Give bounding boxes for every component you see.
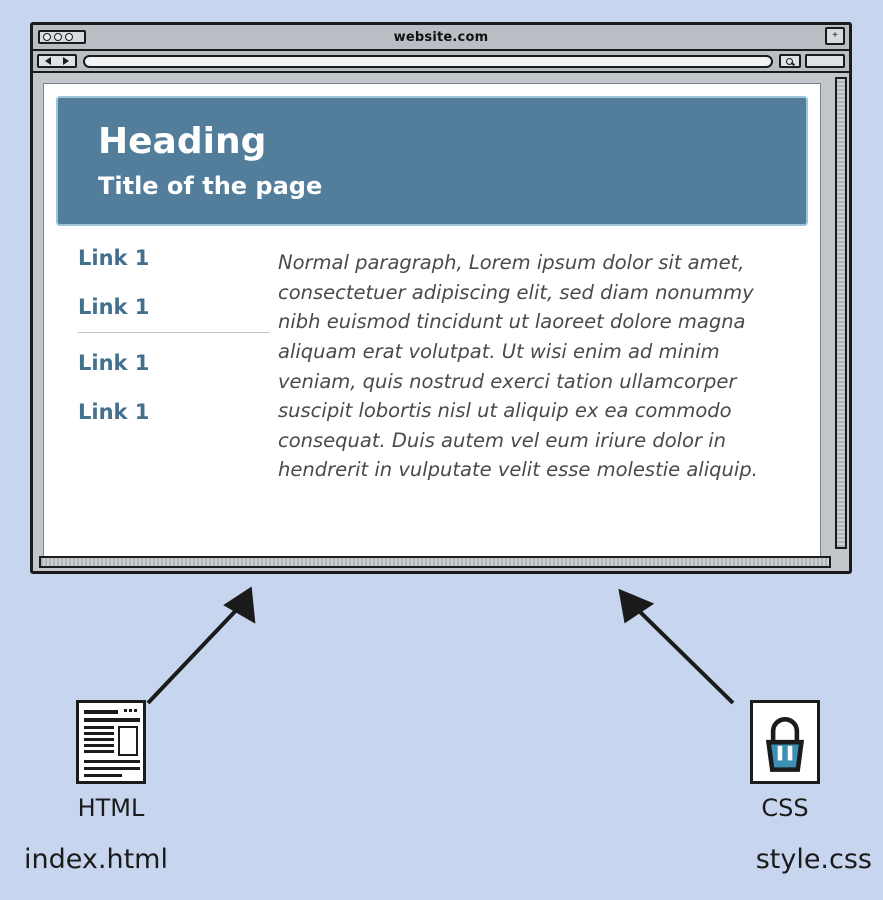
search-icon[interactable]	[779, 54, 801, 68]
css-icon-label: CSS	[761, 794, 809, 822]
vertical-scrollbar[interactable]	[835, 77, 847, 549]
toolbar-extra-button[interactable]	[805, 54, 845, 68]
css-filename: style.css	[755, 844, 872, 875]
arrow-css-to-page	[621, 592, 733, 703]
back-arrow-icon[interactable]	[45, 57, 51, 65]
page-main-columns	[56, 226, 808, 485]
window-title: website.com	[393, 29, 489, 45]
nav-divider	[78, 332, 270, 333]
browser-toolbar	[33, 51, 849, 73]
nav-buttons[interactable]	[37, 54, 77, 68]
nav-link-4[interactable]: Link 1	[78, 400, 150, 424]
html-filename: index.html	[24, 844, 168, 875]
forward-arrow-icon[interactable]	[63, 57, 69, 65]
page-subheading: Title of the page	[98, 172, 323, 200]
html-icon-label: HTML	[77, 794, 145, 822]
nav-link-1[interactable]: Link 1	[78, 246, 150, 270]
arrow-html-to-page	[148, 590, 253, 703]
html-document-icon	[76, 700, 146, 784]
page-nav-column	[56, 248, 278, 485]
resize-icon[interactable]: +	[825, 27, 845, 45]
css-paint-bucket-icon	[750, 700, 820, 784]
page-header-banner	[56, 96, 808, 226]
rendered-webpage	[43, 83, 821, 561]
page-paragraph: Normal paragraph, Lorem ipsum dolor sit amet, consectetuer adipiscing elit, sed diam nonummy nibh euismod tincidunt ut laoreet dolore magna aliquam erat volutpat. Ut wisi enim ad minim veniam, quis nostrud exerci tation ullamcorper suscipit lobortis nisl ut aliquip ex ea commodo consequat. Duis autem vel eum iriure dolor in hendrerit in vulputate velit esse molestie aliquip.	[278, 251, 758, 482]
address-bar-input[interactable]	[83, 55, 773, 68]
html-file-group	[26, 700, 196, 875]
css-file-group	[700, 700, 870, 875]
browser-window	[30, 22, 852, 574]
nav-link-3[interactable]: Link 1	[78, 351, 150, 375]
nav-link-2[interactable]: Link 1	[78, 295, 150, 319]
document-dots-icon	[124, 709, 137, 712]
horizontal-scrollbar[interactable]	[39, 556, 831, 568]
browser-title-bar	[33, 25, 849, 51]
page-heading: Heading	[98, 121, 267, 162]
page-paragraph-column	[278, 248, 808, 485]
browser-viewport	[33, 73, 849, 571]
